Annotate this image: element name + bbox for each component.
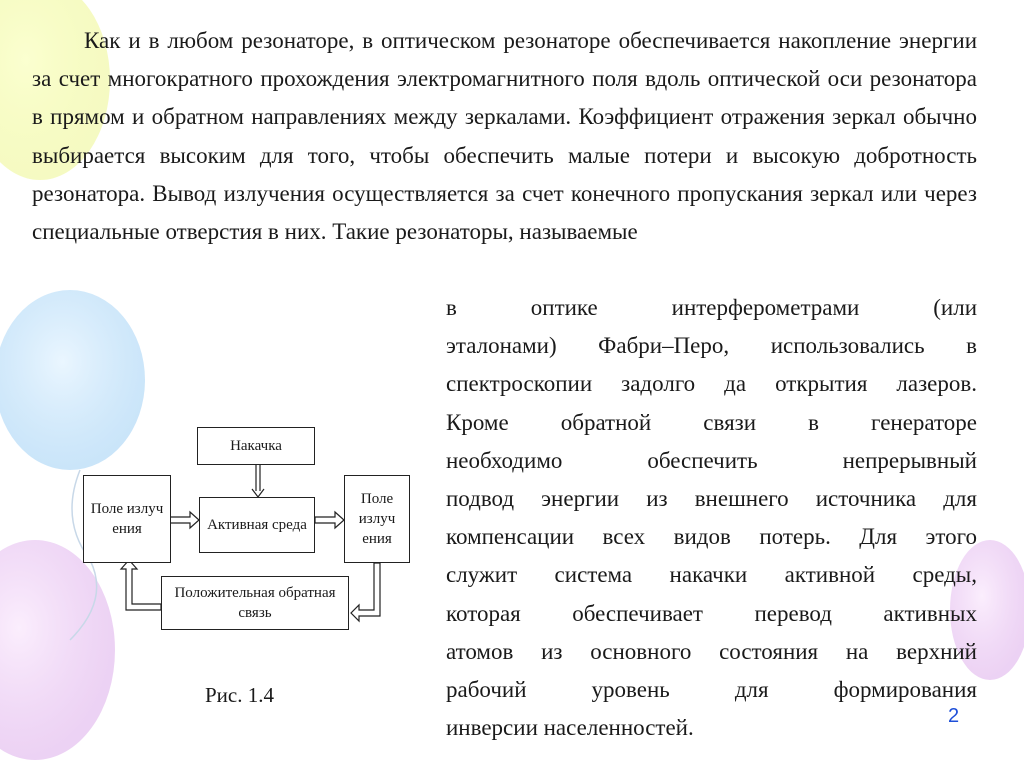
paragraph-line: служит система накачки активной среды,: [446, 562, 977, 588]
paragraph-top: Как и в любом резонаторе, в оптическом резонаторе обеспечивается накопление энергии за счет многократного прохождения электромагнитного поля вдоль оптической оси резонатора в прямом и обратном направлениях между зеркалами. Коэффициент отражения зеркал обычно выбирается высоким для того, чтобы обеспечить малые потери и высокую добротность резонатора. Вывод излучения осуществляется за счет конечного пропускания зеркал или через специальные отверстия в них. Такие резонаторы, называемые: [32, 28, 977, 245]
paragraph-line: компенсации всех видов потерь. Для этого: [446, 524, 977, 550]
paragraph-line: необходимо обеспечить непрерывный: [446, 447, 977, 473]
paragraph-line: эталонами) Фабри–Перо, использовались в: [446, 333, 977, 359]
paragraph-line: атомов из основного состояния на верхний: [446, 638, 977, 664]
paragraph-line: подвод энергии из внешнего источника для: [446, 485, 977, 511]
paragraph-right: [446, 289, 977, 747]
active-medium-box: Активная среда: [199, 497, 315, 553]
paragraph-line: спектроскопии задолго да открытия лазеров.: [446, 371, 977, 397]
laser-block-diagram: [75, 420, 415, 635]
paragraph-line: рабочий уровень для формирования: [446, 676, 977, 702]
feedback-box: Положительная обратная связь: [161, 576, 349, 630]
paragraph-line: Кроме обратной связи в генераторе: [446, 409, 977, 435]
left-field-box: Поле излуч ения: [83, 475, 171, 563]
paragraph-line: в оптике интерферометрами (или: [446, 295, 977, 320]
pump-box: Накачка: [197, 427, 315, 465]
paragraph-line: инверсии населенностей.: [446, 715, 694, 741]
paragraph-line: которая обеспечивает перевод активных: [446, 600, 977, 626]
figure-caption: Рис. 1.4: [205, 683, 274, 707]
right-field-box: Поле излуч ения: [344, 475, 410, 563]
page-number: 2: [948, 705, 960, 727]
